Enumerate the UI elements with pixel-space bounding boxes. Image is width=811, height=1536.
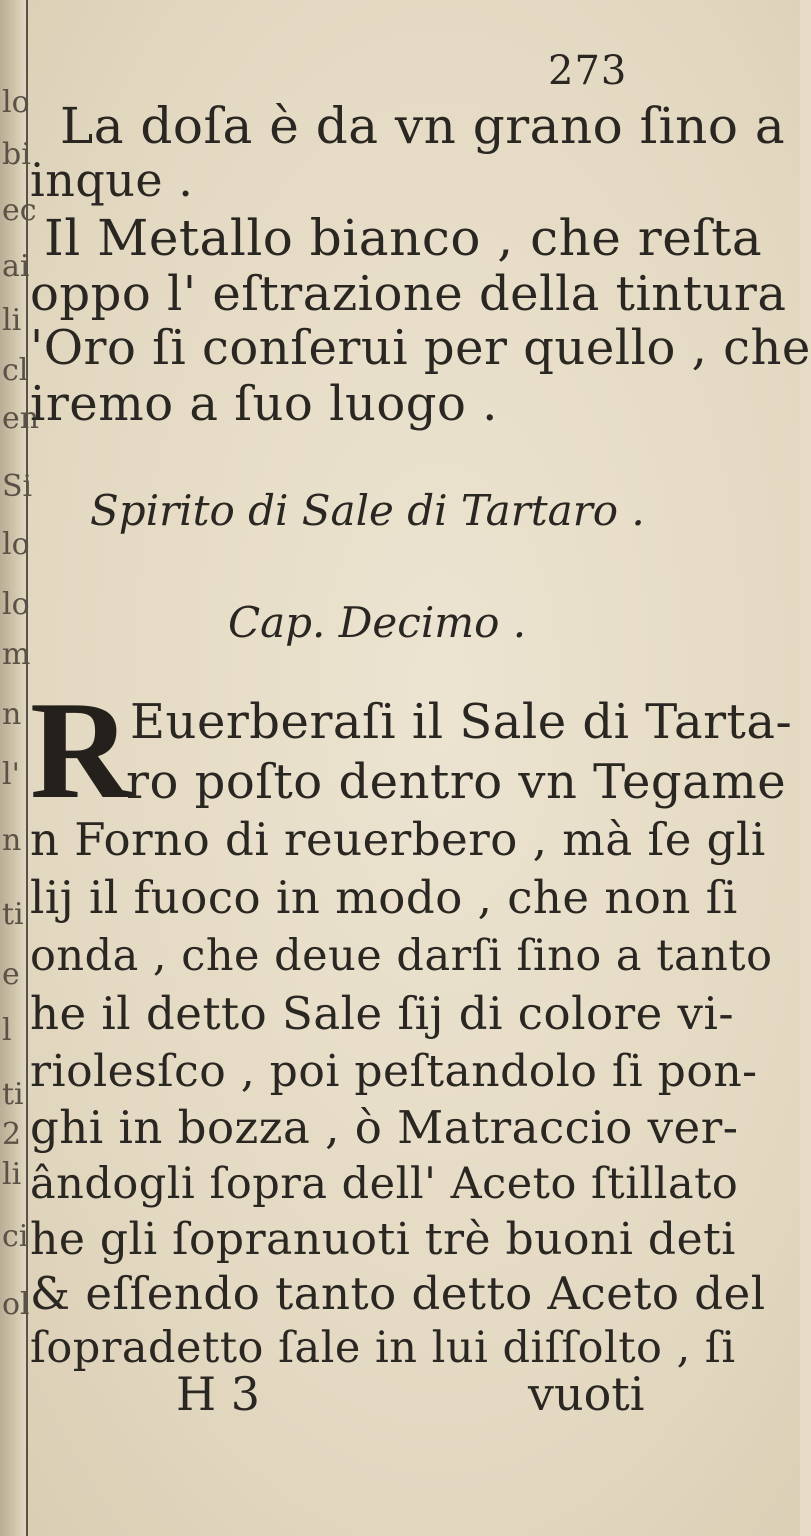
gutter-fragment: 2 <box>2 1117 22 1152</box>
text-line: onda , che deue darſi ſino a tanto <box>30 931 773 981</box>
gutter-fragment: l <box>2 1013 12 1048</box>
gutter-fragment: Si <box>2 469 33 504</box>
text-line: n Forno di reuerbero , mà ſe gli <box>30 813 766 866</box>
text-line: lij il fuoco in modo , che non ſi <box>30 871 738 924</box>
gutter-fragment: lo <box>2 85 30 120</box>
gutter-fragment: n <box>2 697 22 732</box>
gutter-fragment: ci <box>2 1219 29 1254</box>
drop-cap: R <box>30 673 132 828</box>
text-line: inque . <box>30 153 194 207</box>
gutter-fragment: m <box>2 637 31 672</box>
catchword: vuoti <box>528 1367 645 1421</box>
text-line: he gli ſopranuoti trè buoni deti <box>30 1214 736 1265</box>
text-line: ândogli ſopra dell' Aceto ſtillato <box>30 1159 739 1209</box>
text-line: iremo a ſuo luogo . <box>30 376 498 432</box>
text-line: riolesſco , poi peſtandolo ſi pon- <box>30 1046 758 1097</box>
gutter-fragment: lo <box>2 527 30 562</box>
gutter-fragment: l' <box>2 757 20 792</box>
page-number: 273 <box>548 48 628 94</box>
text-line: oppo l' eſtrazione della tintura <box>30 266 787 322</box>
gutter-fragment: ai <box>2 249 30 284</box>
gutter-fragment: lo <box>2 587 30 622</box>
text-line: Il Metallo bianco , che reſta <box>44 209 763 267</box>
gutter-fragment: ti <box>2 897 24 932</box>
text-line: La doſa è da vn grano ſino a <box>60 97 786 155</box>
gutter-fragment: ti <box>2 1077 24 1112</box>
text-line: & eſſendo tanto detto Aceto del <box>30 1267 766 1320</box>
text-line: Euerberaſi il Sale di Tarta- <box>130 694 793 750</box>
text-line: he il detto Sale ſij di colore vi- <box>30 987 735 1040</box>
text-line: ro poſto dentro vn Tegame <box>126 754 787 810</box>
text-line: 'Oro ſi conſerui per quello , che <box>30 320 811 376</box>
signature-mark: H 3 <box>176 1367 261 1421</box>
gutter-fragment: n <box>2 823 22 858</box>
gutter-fragment: en <box>2 401 40 436</box>
gutter-fragment: li <box>2 303 22 338</box>
gutter-fragment: li <box>2 1157 22 1192</box>
binding-gutter <box>0 0 40 1536</box>
gutter-fragment: e <box>2 957 20 992</box>
gutter-fragment: ol <box>2 1287 30 1322</box>
section-title: Spirito di Sale di Tartaro . <box>90 486 645 535</box>
text-line: ghi in bozza , ò Matraccio ver- <box>30 1101 739 1154</box>
gutter-fragment: bi <box>2 137 31 172</box>
gutter-fragment: cl <box>2 353 29 388</box>
text-line: ſopradetto ſale in lui diſſolto , ſi <box>30 1323 736 1373</box>
chapter-heading: Cap. Decimo . <box>228 598 527 647</box>
gutter-fragment: ec <box>2 193 37 228</box>
